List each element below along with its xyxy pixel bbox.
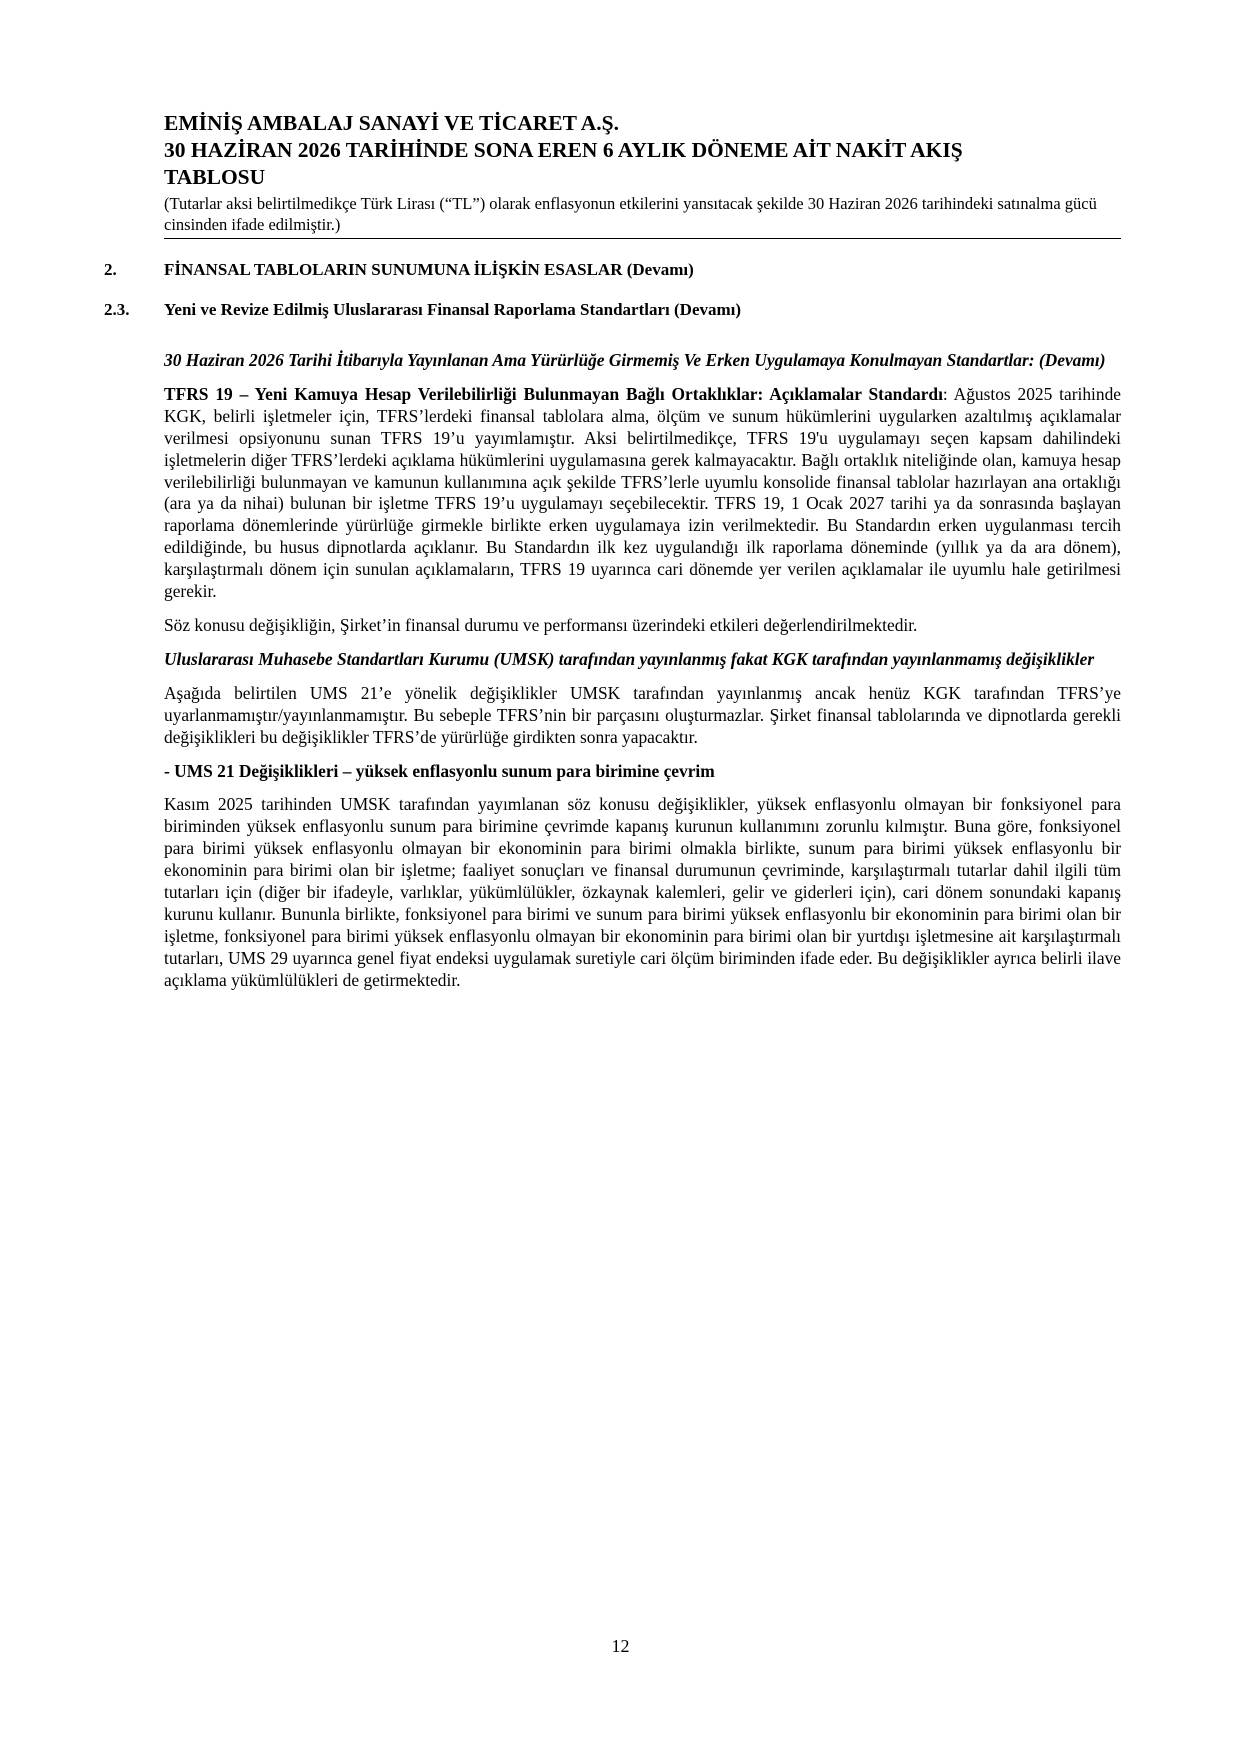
header-divider (164, 238, 1121, 239)
subsection-number: 2.3. (104, 300, 130, 319)
section-title: FİNANSAL TABLOLARIN SUNUMUNA İLİŞKİN ESASLAR (Devamı) (164, 260, 694, 279)
document-body (164, 350, 1121, 1004)
tfrs19-title: TFRS 19 – Yeni Kamuya Hesap Verilebilirliği Bulunmayan Bağlı Ortaklıklar: Açıklamalar Standardı (164, 383, 943, 404)
page-number: 12 (611, 1636, 630, 1656)
tfrs19-body: Ağustos 2025 tarihinde KGK, belirli işletmeler için, TFRS’lerdeki finansal tablolara alma, ölçüm ve sunum hükümlerini uygularken azaltılmış açıklamalar verilmesi opsiyonunu sunan TFRS 19’u yayımlamıştır. Aksi belirtilmedikçe, TFRS 19'u uygulamayı seçen kapsam dahilindeki işletmelerin diğer TFRS’lerdeki açıklama hükümlerini uygulamasına gerek kalmayacaktır. Bağlı ortaklık niteliğinde olan, kamuya hesap verilebilirliği bulunmayan ve kamunun kullanımına açık şekilde TFRS’lerle uyumlu konsolide finansal tablolar hazırlayan ana ortaklığı (ara ya da nihai) bulunan bir işletme TFRS 19’u uygulamayı seçebilecektir. TFRS 19, 1 Ocak 2027 tarihi ya da sonrasında başlayan raporlama dönemlerinde yürürlüğe girmekle birlikte erken uygulamaya izin verilmektedir. Bu Standardın erken uygulanması tercih edildiğinde, bu husus dipnotlarda açıklanır. Bu Standardın ilk kez uygulandığı ilk raporlama döneminde (yıllık ya da ara dönem), karşılaştırmalı dönem için sunulan açıklamaların, TFRS 19 uyarınca cari dönemde yer verilen açıklamalar ile uyumlu hale getirilmesi gerekir. (164, 383, 1121, 602)
currency-note: (Tutarlar aksi belirtilmedikçe Türk Lirası (“TL”) olarak enflasyonun etkilerini yansıtacak şekilde 30 Haziran 2026 tarihindeki satınalma gücü cinsinden ifade edilmiştir.) (164, 194, 1097, 234)
statement-title-line2: TABLOSU (164, 165, 266, 189)
ums21-paragraph: Kasım 2025 tarihinden UMSK tarafından yayımlanan söz konusu değişiklikler, yüksek enflasyonlu olmayan bir fonksiyonel para biriminden yüksek enflasyonlu sunum para birimine çevrimde kapanış kurunun kullanımını zorunlu kılmıştır. Buna göre, fonksiyonel para birimi yüksek enflasyonlu olmayan bir ekonominin para birimi olmakla birlikte, sunum para birimi yüksek enflasyonlu bir ekonominin para birimi olan bir işletme; faaliyet sonuçları ve finansal durumunun çevriminde, karşılaştırmalı tutarlar dahil ilgili tüm tutarları için (diğer bir ifadeyle, varlıklar, yükümlülükler, özkaynak kalemleri, gelir ve giderleri için), cari dönem sonundaki kapanış kurunu kullanır. Bununla birlikte, fonksiyonel para birimi ve sunum para birimi yüksek enflasyonlu bir ekonominin para birimi olan bir işletme, fonksiyonel para birimi yüksek enflasyonlu olmayan bir ekonominin para birimi olan bir yurtdışı işletmesine ait karşılaştırmalı tutarları, UMS 29 uyarınca genel fiyat endeksi uygulamak suretiyle cari ölçüm biriminden ifade eder. Bu değişiklikler ayrıca belirli ilave açıklama yükümlülükleri de getirmektedir. (164, 794, 1121, 990)
document-header (164, 110, 1121, 235)
company-name: EMİNİŞ AMBALAJ SANAYİ VE TİCARET A.Ş. (164, 111, 620, 135)
ums21-heading: - UMS 21 Değişiklikleri – yüksek enflasyonlu sunum para birimine çevrim (164, 760, 715, 781)
evaluation-paragraph: Söz konusu değişikliğin, Şirket’in finansal durumu ve performansı üzerindeki etkileri değerlendirilmektedir. (164, 614, 918, 635)
tfrs19-colon: : (942, 383, 948, 404)
umsk-heading: Uluslararası Muhasebe Standartları Kurumu (UMSK) tarafından yayınlanmış fakat KGK tarafından yayınlanmamış değişiklikler (164, 648, 1095, 669)
subsection-title: Yeni ve Revize Edilmiş Uluslararası Finansal Raporlama Standartları (Devamı) (164, 300, 742, 319)
section-number: 2. (104, 260, 117, 279)
pending-standards-heading: 30 Haziran 2026 Tarihi İtibarıyla Yayınlanan Ama Yürürlüğe Girmemiş Ve Erken Uygulamaya Konulmayan Standartlar: (Devamı) (164, 350, 1106, 370)
statement-title-line1: 30 HAZİRAN 2026 TARİHİNDE SONA EREN 6 AYLIK DÖNEME AİT NAKİT AKIŞ (164, 138, 963, 162)
tfrs19-paragraph (164, 384, 1121, 603)
umsk-paragraph: Aşağıda belirtilen UMS 21’e yönelik değişiklikler UMSK tarafından yayınlanmış ancak henüz KGK tarafından TFRS’ye uyarlanmamıştır/yayınlanmamıştır. Bu sebeple TFRS’nin bir parçasını oluşturmazlar. Şirket finansal tablolarında ve dipnotlarda gerekli değişiklikleri bu değişiklikler TFRS’de yürürlüğe girdikten sonra yapacaktır. (164, 682, 1121, 747)
